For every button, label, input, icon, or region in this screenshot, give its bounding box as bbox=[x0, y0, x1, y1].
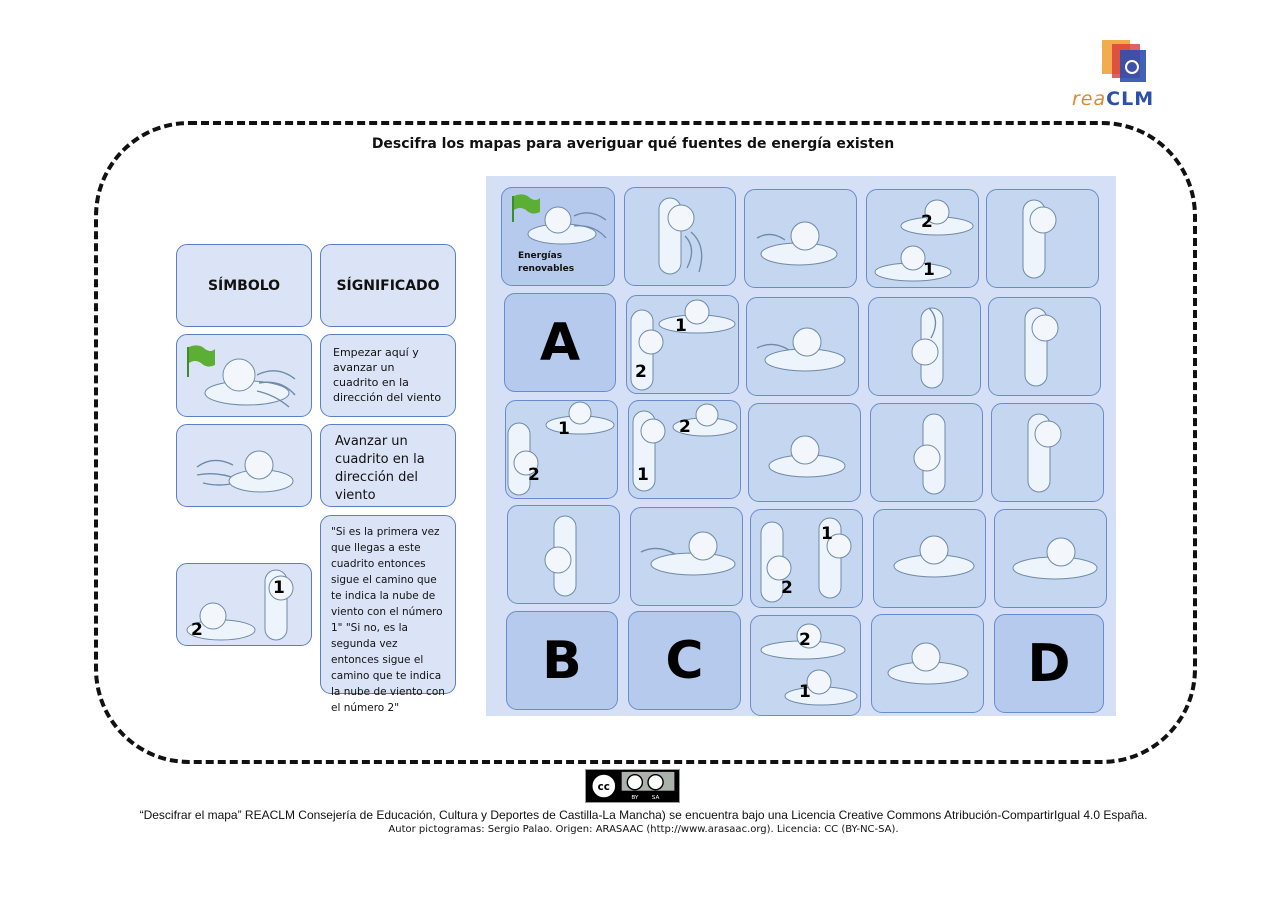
tile-num-2: 2 bbox=[679, 417, 691, 437]
wind-cloud-icon bbox=[749, 404, 861, 502]
tile-num-2: 2 bbox=[528, 465, 540, 485]
page-title: Descifra los mapas para averiguar qué fuentes de energía existen bbox=[371, 136, 895, 152]
legend-meaning-start: Empezar aquí y avanzar un cuadrito en la dirección del viento bbox=[320, 334, 456, 417]
logo-clm: CLM bbox=[1106, 88, 1155, 110]
legend-meaning-fork: "Si es la primera vez que llegas a este cuadrito entonces sigue el camino que te indica la nube de viento con el número 1" "Si no, es la segunda vez entonces sigue el camino que te indica la nube de viento con el número 2" bbox=[320, 515, 456, 694]
wind-cloud-icon bbox=[987, 190, 1099, 288]
svg-text:cc: cc bbox=[597, 780, 610, 793]
legend-num-1: 1 bbox=[273, 578, 285, 598]
tile bbox=[871, 614, 984, 713]
tile-num-2: 2 bbox=[921, 212, 933, 232]
wind-cloud-icon bbox=[869, 298, 981, 396]
wind-cloud-icon bbox=[747, 298, 859, 396]
letter-c: C bbox=[665, 630, 704, 691]
wind-cloud-icon bbox=[177, 425, 313, 508]
tile bbox=[624, 187, 736, 286]
wind-cloud-icon bbox=[874, 510, 986, 608]
tile bbox=[873, 509, 986, 608]
wind-cloud-icon bbox=[508, 506, 620, 604]
cc-sa-text: SA bbox=[651, 795, 660, 802]
legend-symbol-fork bbox=[176, 563, 312, 646]
start-label: Energías renovables bbox=[518, 251, 575, 274]
tile bbox=[868, 297, 981, 396]
tile-num-1: 1 bbox=[637, 465, 649, 485]
tile bbox=[750, 509, 863, 608]
wind-cloud-icon bbox=[992, 404, 1104, 502]
logo-rea: rea bbox=[1072, 88, 1107, 110]
letter-a: A bbox=[539, 312, 581, 373]
tile-letter-d bbox=[994, 614, 1104, 713]
license-line: “Descifrar el mapa” REACLM Consejería de Educación, Cultura y Deportes de Castilla-La Mancha) se encuentra bajo una Licencia Creative Commons Atribución-CompartirIgual 4.0 España. bbox=[139, 808, 1148, 822]
tile bbox=[628, 400, 741, 499]
reaclm-logo-text bbox=[1072, 88, 1154, 110]
tile-num-2: 2 bbox=[799, 630, 811, 650]
tile-letter-c bbox=[628, 611, 741, 710]
wind-cloud-icon bbox=[871, 404, 983, 502]
wind-cloud-icon bbox=[995, 510, 1107, 608]
tile bbox=[507, 505, 620, 604]
tile-num-1: 1 bbox=[799, 682, 811, 702]
tile bbox=[994, 509, 1107, 608]
letter-d: D bbox=[1027, 633, 1071, 694]
tile-letter-a bbox=[504, 293, 616, 392]
tile bbox=[630, 507, 743, 606]
tile bbox=[866, 189, 979, 288]
tile bbox=[870, 403, 983, 502]
wind-cloud-icon bbox=[625, 188, 736, 286]
wind-cloud-icon bbox=[872, 615, 984, 713]
tile-num-1: 1 bbox=[923, 260, 935, 280]
tile bbox=[505, 400, 618, 499]
tile-num-1: 1 bbox=[821, 524, 833, 544]
flag-wind-cloud-icon bbox=[177, 335, 313, 418]
cc-by-text: BY bbox=[631, 795, 639, 802]
meaning-header: SÍGNIFICADO bbox=[320, 244, 456, 327]
cc-by-sa-icon bbox=[585, 769, 680, 803]
legend-meaning-advance: Avanzar un cuadrito en la dirección del viento bbox=[320, 424, 456, 507]
tile-letter-b bbox=[506, 611, 618, 710]
tile bbox=[750, 615, 861, 716]
wind-cloud-icon bbox=[631, 508, 743, 606]
tile-num-2: 2 bbox=[781, 578, 793, 598]
symbol-header: SÍMBOLO bbox=[176, 244, 312, 327]
letter-b: B bbox=[542, 630, 582, 691]
tile-num-2: 2 bbox=[635, 362, 647, 382]
tile-num-1: 1 bbox=[675, 316, 687, 336]
legend-symbol-start bbox=[176, 334, 312, 417]
tile bbox=[986, 189, 1099, 288]
tile-num-1: 1 bbox=[558, 419, 570, 439]
wind-cloud-icon bbox=[989, 298, 1101, 396]
tile bbox=[988, 297, 1101, 396]
tile bbox=[991, 403, 1104, 502]
tile bbox=[748, 403, 861, 502]
legend-num-2: 2 bbox=[191, 620, 203, 640]
tile bbox=[744, 189, 857, 288]
tile-start bbox=[501, 187, 615, 286]
tile bbox=[746, 297, 859, 396]
tile bbox=[626, 295, 739, 394]
two-wind-clouds-icon bbox=[751, 510, 863, 608]
two-wind-clouds-icon bbox=[506, 401, 618, 499]
attribution-line: Autor pictogramas: Sergio Palao. Origen: ARASAAC (http://www.arasaac.org). Licencia: CC (BY-NC-SA). bbox=[388, 824, 899, 835]
legend-symbol-advance bbox=[176, 424, 312, 507]
wind-cloud-icon bbox=[745, 190, 857, 288]
